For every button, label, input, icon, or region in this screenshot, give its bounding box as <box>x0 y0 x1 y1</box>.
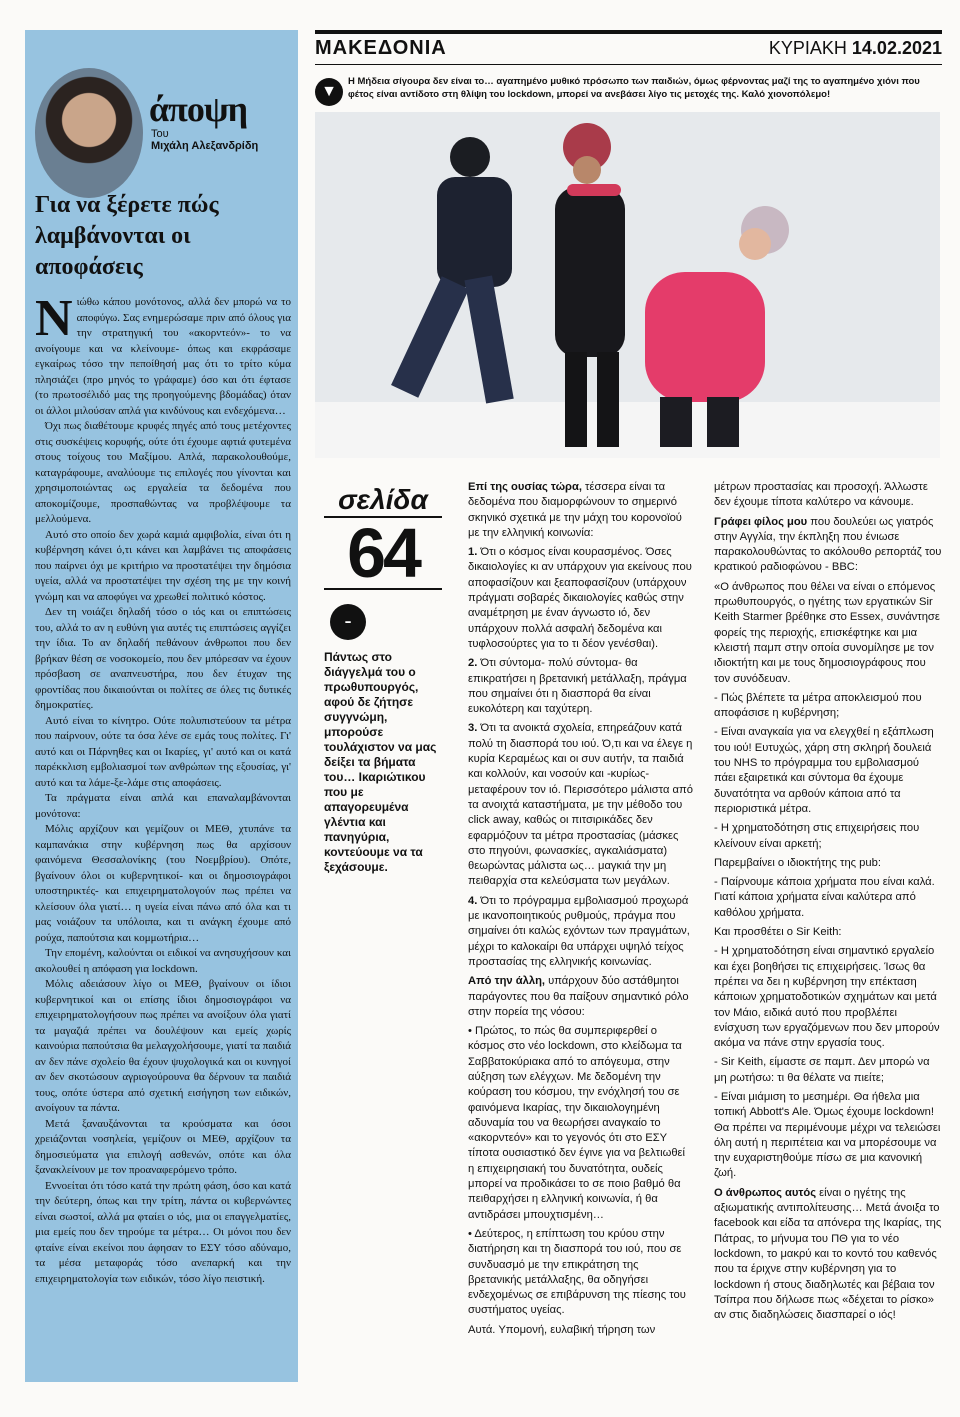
caption-arrow-icon: ▼ <box>315 78 343 106</box>
opinion-paragraph: Αυτό στο οποίο δεν χωρά καμιά αμφιβολία, είναι ότι η κυβέρνηση κάνει ό,τι κάνει και λαμβάνει τις αποφάσεις που παίρνει όχι με κριτήριο να προστατέψει την δημόσια υγεία, αλλά να προστατέψει την σχέση της με την κοινή γνώμη και να αποφύγει να χρεωθεί πολιτικό κόστος. <box>35 528 291 603</box>
opinion-paragraph: Μόλις αρχίζουν και γεμίζουν οι ΜΕΘ, χτυπάνε τα καμπανάκια στην κυβέρνηση πως θα αρχίσουν φαινόμενα Θεσσαλονίκης (του Νοεμβρίου). Οπότε, βγαίνουν όλοι οι κυβερνητικοί- και οι δημοσιογράφοι υποστηρικτές- και επιχειρηματολογούν πως πρέπει να κλείσουν όλα γιατί… η υγεία είναι πάνω από όλα και τι μας νοιάζουν τα υπόλοιπα, και τι ανάγκη έχουμε από ρούχα, παπούτσια και κομμωτήρια… <box>35 823 291 944</box>
paragraph: • Πρώτος, το πώς θα συμπεριφερθεί ο κόσμος στο νέο lockdown, στο κλείδωμα τα Σαββατοκύριακα από το απόγευμα, στην αύξηση των ελέγχων. Με δεδομένη την κούραση του κόσμου, την ενόχλησή του σε φαινόμενα Ικαρίας, την δικαιολογημένη αδυναμία του να θεωρήσει αναγκαίο το «ακορντεόν» και το γεγονός ότι στο ΕΣΥ τίποτα ουσιαστικό δεν έγινε για να βελτιωθεί η επιχειρησιακή του δυνατότητα, ουδείς μπορεί να προδικάσει το σε ποιο βαθμό θα πειθαρχήσει η ελληνική κοινωνία, ή θα αντιδράσει μπουχτισμένη… <box>468 1025 686 1221</box>
page-number: 64 <box>324 516 442 590</box>
paragraph: - Sir Keith, είμαστε σε παμπ. Δεν μπορώ να μη ρωτήσω: τι θα θέλατε να πιείτε; <box>714 1056 930 1084</box>
issue-date: ΚΥΡΙΑΚΗ 14.02.2021 <box>768 38 942 58</box>
opinion-paragraph: Τα πράγματα είναι απλά και επαναλαμβάνονται μονότονα: <box>35 792 291 820</box>
author-name: Μιχάλη Αλεξανδρίδη <box>151 140 259 152</box>
paragraph: - Είναι μιάμιση το μεσημέρι. Θα ήθελα μια τοπική Abbott's Ale. Όμως έχουμε lockdown! Θα πρέπει να περιμένουμε μέχρι να τελειώσει όλη αυτή η περιπέτεια και να μπορέσουμε να την ευχαριστηθούμε πίσω σε μια κανονική ζωή. <box>714 1090 941 1180</box>
photo-caption: Η Μήδεια σίγουρα δεν είναι το… αγαπημένο μυθικό πρόσωπο των παιδιών, όμως φέρνοντας μαζί της το αγαπημένο χιόνι που φέτος είναι αντίδοτο στη θλίψη του lockdown, μπορεί να ανεβάσει λίγο τις μετοχές της. Καλό χιονοπόλεμο! <box>348 76 920 100</box>
paragraph: 2. Ότι σύντομα- πολύ σύντομα- θα επικρατήσει η βρετανική μετάλλαξη, πράγμα που σημαίνει ότι η διασπορά θα είναι ευκολότερη και ταχύτερη. <box>468 657 687 716</box>
opinion-paragraph: Μόλις αδειάσουν λίγο οι ΜΕΘ, βγαίνουν οι ίδιοι κυβερνητικοί και οι επίσης ίδιοι δημοσιογράφοι να επιχειρηματολογήσουν πως πρέπει να ανοίξουν όλα γιατί τα μαγαζιά πρέπει να δουλέψουν και εμείς χωρίς καινούρια παπούτσια θα μελαγχολήσουμε, γιατί τα παιδιά αν δεν πάνε σχολείο θα έχουν ψυχολογικά και οι κυνηγοί αν δεν σκοτώσουν αγριογούρουνα θα δέρνουν τα παιδιά τους, οπότε ύστερα από σχετική εισήγηση των ειδικών, ανοίγουν τα πάντα. <box>35 978 291 1114</box>
paragraph: «Ο άνθρωπος που θέλει να είναι ο επόμενος πρωθυπουργός, ο ηγέτης των εργατικών Sir Keith Starmer βρέθηκε στο Essex, συνάντησε φορείς της περιοχής, επισκέφτηκε και μια κλειστή παμπ στην οποία συνομίλησε με τον ιδιοκτήτη και με τους δημοσιογράφους που τον συνόδευαν. <box>714 580 940 685</box>
paragraph: Και προσθέτει ο Sir Keith: <box>714 926 842 939</box>
snow-photo <box>315 112 940 458</box>
paragraph: Από την άλλη, υπάρχουν δύο αστάθμητοι παράγοντες που θα παίξουν σημαντικό ρόλο στην πορεία της νόσου: <box>468 975 689 1018</box>
paragraph: Γράφει φίλος μου που δουλεύει ως γιατρός στην Αγγλία, την έκπληξη που ένιωσε παρακολουθώντας το ακόλουθο ρεπορτάζ του κρατικού ραδιοφώνου - BBC: <box>714 515 942 574</box>
opinion-headline: Για να ξέρετε πώς λαμβάνονται οι αποφάσεις <box>35 192 219 280</box>
opinion-label: άποψη <box>149 89 248 129</box>
page-label: σελίδα <box>338 484 428 515</box>
author-photo <box>35 68 143 198</box>
paragraph: Επί της ουσίας τώρα, τέσσερα είναι τα δεδομένα που διαμορφώνουν το σημερινό σκηνικό σχετικά με την μάχη του κορονοϊού με την ελληνική κοινωνία: <box>468 481 682 539</box>
paragraph: • Δεύτερος, η επίπτωση του κρύου στην διατήρηση και τη διασπορά του ιού, που σε συνδυασμό με την επικράτηση της βρετανικής μετάλλαξης, θα οδηγήσει ενδεχομένως σε επιβάρυνση της πίεσης του συστήματος υγείας. <box>468 1227 686 1317</box>
opinion-paragraph: Δεν τη νοιάζει δηλαδή τόσο ο ιός και οι επιπτώσεις του, αλλά το αν η ευθύνη για αυτές τις επιπτώσεις αγγίζει την ίδια. Το αν δηλαδή πεθάνουν άνθρωποι που δεν βρήκαν θέση σε νοσοκομείο, που δεν μπόρεσαν να έχουν πρόσβαση σε αναπνευστήρα, που δεν έτυχαν της φροντίδας που δικαιούνται οι πολίτες σε όλες τις δυτικές δημοκρατίες. <box>35 606 291 711</box>
minus-icon: - <box>330 604 366 640</box>
opinion-sidebar <box>25 30 298 1382</box>
article-column-2 <box>468 480 694 1342</box>
opinion-paragraph: Την επομένη, καλούνται οι ειδικοί να ανησυχήσουν και ακολουθεί η απόφαση για lockdown. <box>35 947 291 975</box>
opinion-paragraph: Αυτό είναι το κίνητρο. Ούτε πολυπιστεύουν τα μέτρα που παίρνουν, ούτε τα όσα λένε σε εμάς τους πολίτες. Γι' αυτό και οι Πάρνηθες και οι Ικαρίες, γι' αυτό και οι κατά παρέκκλιση εμβολιασμοί των ανθρώπων της εξουσίας, γι' αυτό και τα λάμε-ξε-λάμε στις αποφάσεις. <box>35 714 291 789</box>
paragraph: μέτρων προστασίας και προσοχή. Άλλωστε δεν έχουμε τίποτα καλύτερο να κάνουμε. <box>714 481 928 509</box>
paragraph: Ο άνθρωπος αυτός είναι ο ηγέτης της αξιωματικής αντιπολίτευσης… Μετά άνοιξα το facebook και είδα τα απόνερα της Ικαρίας, της Πάτρας, το μήνυμα του ΠΘ για το νέο lockdown, το μακρύ και το κοντό του καθενός που τα έριχνε στην κυβέρνηση για το lockdown ή στους διαδηλωτές και βέβαια τον Τσίπρα που δήλωσε πως «δέχεται το ρίσκο» αν στις διαδηλώσεις διασπαρεί ο ιός! <box>714 1186 942 1322</box>
opinion-paragraph: Όχι πως διαθέτουμε κρυφές πηγές από τους μετέχοντες στις συσκέψεις κορυφής, ούτε ότι έχουμε αφτιά φυτεμένα στους τοίχους του Μαξίμου. Απλά, παρακολουθούμε, καταγράφουμε, αναλύουμε τις επιλογές που γίνονται και χρησιμοποιώντας ως εργαλεία τα δεδομένα που αποκομίζουμε, προσπαθώντας να προβλέψουμε τα μελλούμενα. <box>35 420 291 525</box>
opinion-body <box>35 290 291 1287</box>
page-panel <box>324 484 442 875</box>
byline-prefix: Του <box>151 128 169 140</box>
paragraph: Αυτά. Υπομονή, ευλαβική τήρηση των <box>468 1323 656 1336</box>
page-panel-text: Πάντως στο διάγγελμά του ο πρωθυπουργός, αφού δε ζήτησε συγγνώμη, μπορούσε τουλάχιστον να μας δείξει τα βήματα του… Ικαριώτικου που με απαγορευμένα γλέντια και πανηγύρια, κοντεύουμε να τα ξεχάσουμε. <box>324 650 437 874</box>
paragraph: - Παίρνουμε κάποια χρήματα που είναι καλά. Γιατί κάποια χρήματα είναι καλύτερα από καθόλου χρήματα. <box>714 876 935 919</box>
paragraph: 4. Ότι το πρόγραμμα εμβολιασμού προχωρά με ικανοποιητικούς ρυθμούς, πράγμα που σημαίνει ότι καλώς εχόντων των πραγμάτων, μέχρι το καλοκαίρι θα υπάρχει υψηλό τείχος προστασίας της ελληνικής κοινωνίας. <box>468 894 690 968</box>
paragraph: 3. Ότι τα ανοικτά σχολεία, επηρεάζουν κατά πολύ τη διασπορά του ιού. Ό,τι και να έλεγε η κυρία Κεραμέως και οι συν αυτήν, τα παιδιά και κολλούν, και νοσούν και -κυρίως- μεταφέρουν τον ιό. Περισσότερο μάλιστα από τα ανοιχτά καταστήματα, με την μέθοδο του click away, καθώς οι πιτσιρικάδες δεν εφαρμόζουν τα μέτρα προστασίας (μάσκες στο πηγούνι, φωνασκίες, αγκαλιάσματα) θεωρώντας μάλιστα ως… μαγκιά την μη πειθαρχία στα κελεύσματα των μεγάλων. <box>468 722 693 888</box>
paragraph: - Η χρηματοδότηση είναι σημαντικό εργαλείο και έχει βοηθήσει τις επιχειρήσεις. Ίσως θα πρέπει να δει η κυβέρνηση την επέκταση κάποιων χρηματοδοτικών σχημάτων και μετά τον Μάιο, ειδικά αυτό που προβλέπει ενίσχυση των εργαζόμενων που δεν μπορούν ακόμα να πάνε στην εργασία τους. <box>714 945 940 1050</box>
dropcap: Ν <box>35 290 73 347</box>
page-header <box>315 30 942 65</box>
paragraph: - Είναι αναγκαία για να ελεγχθεί η εξάπλωση του ιού! Ευτυχώς, χάρη στη σκληρή δουλειά του NHS το πρόγραμμα του εμβολιασμού πάει εξαιρετικά και σύντομα θα έχουμε δυνατότητα να αρθούν κάποια από τα περιοριστικά μέτρα. <box>714 726 934 815</box>
opinion-paragraph: Νιώθω κάπου μονότονος, αλλά δεν μπορώ να το αποφύγω. Σας ενημερώσαμε πριν από όλους για την στρατηγική του «ακορντεόν»- το να ανοίγουμε και να κλείνουμε- όπως και εκφράσαμε εγκαίρως τόσο την πεποίθησή μας ότι το τρίτο κύμα πλησιάζει (προ μηνός το γράφαμε) όσο και ότι έφτασε (το πρωτοσέλιδό μας της προηγούμενης βδομάδας) όταν οι άλλοι μιλούσαν απλά για κινδύνους και ενδεχόμενα… <box>35 290 291 417</box>
paragraph: Παρεμβαίνει ο ιδιοκτήτης της pub: <box>714 856 881 869</box>
opinion-paragraph: Μετά ξαναυξάνονται τα κρούσματα και όσοι χρειάζονται νοσηλεία, γεμίζουν οι ΜΕΘ, αρχίζουν τα δημοσιεύματα για επιλογή ασθενών, οπότε και όλα ξανακλείνουν με τον προαναφερόμενο τρόπο. <box>35 1117 291 1176</box>
children-snowball-illustration <box>315 112 940 458</box>
newspaper-brand: ΜΑΚΕΔΟΝΙΑ <box>315 37 447 59</box>
paragraph: 1. Ότι ο κόσμος είναι κουρασμένος. Όσες δικαιολογίες κι αν υπάρχουν για εκείνους που αποφασίζουν και ξεαποφασίζουν (υπάρχουν πράγματι σοβαρές δικαιολογίες καθώς στην αναμέτρηση με έναν άγνωστο ιό, δεν υπάρχουν πολλά ασφαλή δεδομένα και τυφλοσούρτες για το τι δέον γενέσθαι). <box>468 546 692 650</box>
opinion-paragraph: Εννοείται ότι τόσο κατά την πρώτη φάση, όσο και κατά την δεύτερη, όπως και την τρίτη, πάντα οι κυβερνώντες είναι σωστοί, αλλά μα φταίει ο ιός, μια οι επαγγελματίες, μια εμείς που δεν τηρούμε τα μέτρα… Οι μόνοι που δεν φταίνε είναι εκείνοι που άφησαν το ΕΣΥ τόσο αδύναμο, τα μέσα μεταφοράς τόσο ανεπαρκή και την επιχειρηματολογία των ειδικών, τόσο λίγο πειστική. <box>35 1179 291 1285</box>
paragraph: - Πώς βλέπετε τα μέτρα αποκλεισμού που αποφάσισε η κυβέρνηση; <box>714 691 922 720</box>
article-column-3 <box>714 480 942 1327</box>
paragraph: - Η χρηματοδότηση στις επιχειρήσεις που κλείνουν είναι αρκετή; <box>714 822 920 850</box>
